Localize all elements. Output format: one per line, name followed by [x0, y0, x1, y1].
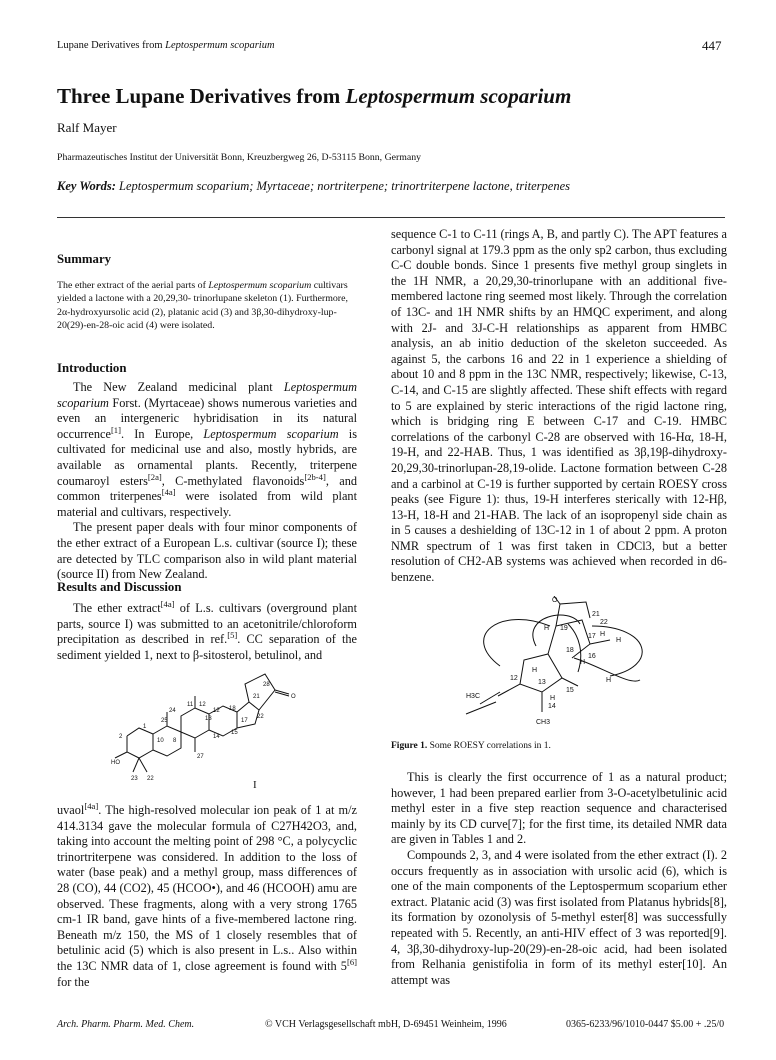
atom-number: 17 [241, 718, 248, 724]
reference: [1] [110, 424, 121, 435]
right-column-text-1 [391, 227, 727, 586]
fig-label: O [552, 597, 558, 604]
atom-number: 24 [169, 708, 176, 714]
introduction-heading: Introduction [57, 361, 127, 375]
reference: [5] [227, 630, 238, 641]
atom-number: 1 [143, 724, 147, 730]
fig-label: 19 [560, 625, 568, 632]
lactone-ring [245, 674, 275, 710]
atom-number: 13 [205, 716, 212, 722]
intro-text: Forst. (Myrtaceae) shows numerous varieties and even an intergeneric hybridisation in its natural occurrence [57, 395, 357, 441]
ho-bond [115, 752, 127, 758]
fig-label: CH3 [536, 719, 551, 726]
figure-caption-text: Some ROESY correlations in 1. [427, 741, 551, 751]
methyl-23 [139, 758, 147, 772]
fig-label: H [580, 659, 586, 666]
introduction-text [57, 380, 357, 583]
results-text-2 [57, 800, 357, 990]
methyl-24 [133, 758, 139, 772]
fig-label: 16 [588, 653, 596, 660]
keywords-text: Leptospermum scoparium; Myrtaceae; nortriterpene; trinortriterpene lactone, triterpenes [119, 179, 571, 193]
title-italic: Leptospermum scoparium [345, 84, 572, 108]
ring-e [237, 702, 259, 728]
fig-label: 13 [538, 679, 546, 686]
results-text-1 [57, 598, 357, 663]
intro-text: , and common triterpenes [57, 473, 357, 504]
fig-label: H [544, 625, 550, 632]
structure-1-diagram [105, 668, 330, 793]
atom-number: 12 [213, 708, 220, 714]
fig-label: H [550, 695, 556, 702]
results-text: uvaol [57, 803, 85, 817]
reference: [4a] [160, 598, 175, 609]
reference: [2a] [147, 471, 162, 482]
intro-text: The New Zealand medicinal plant [73, 380, 284, 394]
atom-number: 15 [231, 730, 238, 736]
fig-label: 17 [588, 633, 596, 640]
keywords-label: Key Words: [57, 179, 116, 193]
atom-number: 18 [229, 706, 236, 712]
roesy-arc [484, 620, 550, 666]
summary-p2: cultivars yielded a lactone with a 20,29,30- trinorlupane skeleton (1). Furthermore, 2α-hydroxyursolic acid (2), platanic acid (3) and 3β,30-dihydroxy-lup-20(29)-en-28-oic acid (4) were isolated. [57, 280, 348, 332]
intro-italic: Leptospermum scoparium [57, 380, 357, 410]
running-header [57, 40, 275, 51]
fig-label: H [606, 677, 612, 684]
atom-number: 12 [199, 702, 206, 708]
skeleton-bond [590, 640, 610, 644]
atom-number: 14 [213, 734, 220, 740]
atom-number: 2 [119, 734, 123, 740]
summary-p1: The ether extract of the aerial parts of [57, 280, 209, 291]
o-label: O [291, 694, 296, 700]
atom-number: 10 [157, 738, 164, 744]
intro-text: is cultivated for medicinal use and also, mostly hybrids, are available as ornamental plants. Recently, triterpene coumaroyl esters [57, 426, 358, 488]
running-title-prefix: Lupane Derivatives from [57, 40, 166, 51]
ho-label: HO [111, 760, 120, 766]
results-text: The ether extract [73, 601, 161, 615]
figure-caption-label: Figure 1. [391, 741, 428, 751]
intro-text: were isolated from wild plant material and cultivars, respectively. [57, 489, 357, 519]
intro-paragraph-2: The present paper deals with four minor components of the ether extract of a European L.s. cultivar (source I); these are detected by TLC comparison also in wild plant material (source II) from New Zealand. [57, 520, 357, 582]
atom-number: 27 [197, 754, 204, 760]
right-column-text-2 [391, 770, 727, 988]
intro-text: . In Europe, [120, 426, 204, 441]
page-number: 447 [702, 38, 722, 53]
fig-label: 21 [592, 611, 600, 618]
methyl-bond [480, 692, 500, 704]
title-main: Three Lupane Derivatives from [57, 84, 346, 108]
reference: [4a] [84, 800, 99, 811]
article-title [57, 84, 571, 109]
fig-label: H [532, 667, 538, 674]
fig-label: H [616, 637, 622, 644]
affiliation: Pharmazeutisches Institut der Universität Bonn, Kreuzbergweg 26, D-53115 Bonn, Germany [57, 152, 422, 163]
results-text: of L.s. cultivars (overground plant parts, source I) was submitted to an acetonitrile/chloroform precipitation as described in ref. [57, 601, 357, 647]
atom-number: 22 [147, 776, 154, 782]
intro-text: , C-methylated flavonoids [161, 473, 305, 488]
right-paragraph-1: sequence C-1 to C-11 (rings A, B, and partly C). The APT features a carbonyl signal at 179.3 ppm as the only sp2 carbon, thus excluding C-C double bonds. Since 1 presents five methyl group singlets in the 1H NMR, a 20,29,30-trinorlupane with an additional five-membered lactone ring seemed most likely. Through the correlation of 13C- and 1H NMR shifts by an HMQC experiment, and along with 2J- and 3J-C-H relationships as apparent from HMBC analysis, an ab initio deduction of the skeleton succeeded. As against 5, the carbons 16 and 22 in 1 experience a shielding of about 10 and 8 ppm in the 13C NMR, respectively; likewise, C-13, C-14, and C-15 are slightly affected. These shift effects with regard to 5 are explained by steric interactions of the rigid lactone ring, which is bridging ring E between C-17 and C-19. HMBC correlations of the carbonyl C-28 are observed with 16-Hα, 18-H, 19-H, and 22-HAB. Thus, 1 was identified as 3β,19β-dihydroxy-20,29,30-trinorlupan-28,19-olide. Lactone formation between C-28 and a carbinol at C-19 is further supported by certain ROESY cross peaks (see Figure 1): thus, 19-H interferes sterically with 12-Hβ, 13-H, 18-H and 21-HAB. The lack of an isopropenyl side chain as in 5 causes a deshielding of 13C-12 in 1 of about 2 ppm. A proton NMR spectrum of 1 was first taken in CDCl3, but a better resolution of CH2-AB systems was achieved when recorded in d6-benzene. [391, 227, 727, 585]
reference: [4a] [161, 487, 176, 498]
results-heading: Results and Discussion [57, 580, 182, 594]
right-paragraph-3: Compounds 2, 3, and 4 were isolated from the ether extract (I). 2 occurs frequently as in association with ursolic acid (6), which is one of the main components of the Leptospermum scoparium ether extract. Platanic acid (3) was first isolated from Platanus hybrids[8], its formation by ozonolysis of 5-methyl ester[8] was successfully repeated with 5. Recently, an anti-HIV effect of 3 was reported[9]. 4, 3β,30-dihydroxy-lup-20(29)-en-28-oic acid, had been isolated from Relhania genistifolia in form of its methyl ester[10]. An attempt was [391, 847, 727, 987]
fig-label: H3C [466, 693, 481, 700]
summary-heading: Summary [57, 252, 112, 266]
keywords [57, 178, 727, 194]
intro-italic: Leptospermum scoparium [203, 426, 339, 441]
carbonyl-bond [275, 692, 289, 696]
figure-1-caption [391, 741, 551, 751]
reference: [2b-4] [304, 471, 326, 482]
ring-c [181, 708, 209, 738]
fig-label: 15 [566, 687, 574, 694]
reference: [6] [346, 956, 357, 967]
fig-label: 14 [548, 703, 556, 710]
atom-number: 21 [253, 694, 260, 700]
author: Ralf Mayer [57, 120, 117, 135]
atom-number: 25 [161, 718, 168, 724]
atom-number: 22 [257, 714, 264, 720]
fig-label: H [600, 631, 606, 638]
footer-journal: Arch. Pharm. Pharm. Med. Chem. [57, 1019, 195, 1030]
atom-number: 28 [263, 682, 270, 688]
right-paragraph-2: This is clearly the first occurrence of 1 as a natural product; however, 1 had been prepared earlier from 3-O-acetylbetulinic acid methyl ester in a five step reaction sequence and characterised mainly by its CD curve[7]; for the first time, its detailed NMR data are given in Tables 1 and 2. [391, 770, 727, 847]
ring-a [127, 728, 153, 758]
atom-number: 11 [187, 702, 194, 708]
summary-text [57, 279, 357, 333]
footer-copyright: © VCH Verlagsgesellschaft mbH, D-69451 Weinheim, 1996 [265, 1019, 507, 1030]
fig-label: 18 [566, 647, 574, 654]
compound-label: I [253, 779, 257, 791]
footer-issn: 0365-6233/96/1010-0447 $5.00 + .25/0 [566, 1019, 725, 1030]
fig-label: 12 [510, 675, 518, 682]
results-text: for the [57, 974, 90, 989]
results-text: . The high-resolved molecular ion peak of 1 at m/z 414.3134 gave the molecular formula of C27H42O3, and, taking into account the melting point of 298 °C, a polycyclic trinortriterpene was considered. In addition to the loss of water (base peak) and a methyl group, mass differences of 28 (CO), 44 (CO2), 45 (HCOO•), and 46 (HCOOH) amu are observed. These fragments, along with a very strong 1765 cm-1 IR band, gave hints of a five-membered lactone ring. Beneath m/z 150, the MS of 1 closely resembles that of betulinic acid (5) which is also present in L.s.. Also within the 13C NMR data of 1, close agreement is found with 5 [57, 803, 357, 973]
running-title-italic: Leptospermum scoparium [165, 40, 275, 51]
results-text: . CC separation of the sediment yielded 1, next to β-sitosterol, betulinol, and [57, 632, 357, 662]
header-divider [57, 217, 725, 218]
figure-1-roesy-diagram [440, 596, 690, 731]
carbonyl-bond [275, 690, 289, 694]
atom-number: 8 [173, 738, 177, 744]
fig-label: 22 [600, 619, 608, 626]
summary-p1-italic: Leptospermum scoparium [208, 280, 312, 291]
atom-number: 23 [131, 776, 138, 782]
